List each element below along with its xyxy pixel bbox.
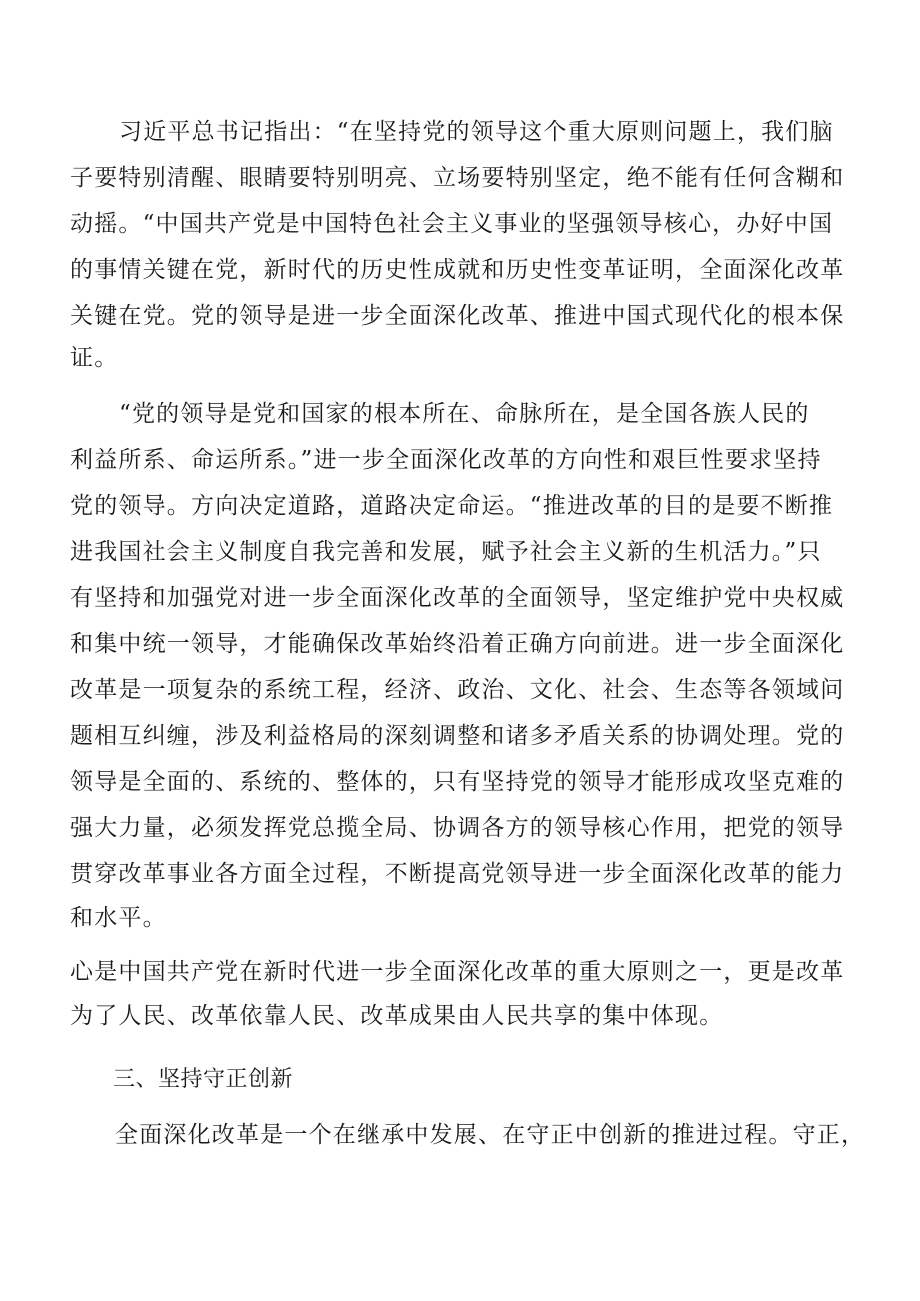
paragraph-line: 进我国社会主义制度自我完善和发展，赋予社会主义新的生机活力。”只 xyxy=(70,539,822,565)
paragraph-line: 强大力量，必须发挥党总揽全局、协调各方的领导核心作用，把党的领导 xyxy=(70,815,845,841)
section-heading: 三、坚持守正创新 xyxy=(113,1067,294,1092)
paragraph-line: 有坚持和加强党对进一步全面深化改革的全面领导，坚定维护党中央权威 xyxy=(70,585,845,611)
paragraph-line: “党的领导是党和国家的根本所在、命脉所在，是全国各族人民的 xyxy=(119,401,810,427)
paragraph-line: 利益所系、命运所系。”进一步全面深化改革的方向性和艰巨性要求坚持 xyxy=(70,447,822,473)
paragraph-line: 题相互纠缠，涉及利益格局的深刻调整和诸多矛盾关系的协调处理。党的 xyxy=(70,723,845,749)
paragraph-line: 全面深化改革是一个在继承中发展、在守正中创新的推进过程。守正， xyxy=(115,1122,866,1148)
paragraph-line: 为了人民、改革依靠人民、改革成果由人民共享的集中体现。 xyxy=(70,1003,724,1029)
paragraph-line: 改革是一项复杂的系统工程，经济、政治、文化、社会、生态等各领域问 xyxy=(70,677,845,703)
paragraph-line: 党的领导。方向决定道路，道路决定命运。“推进改革的目的是要不断推 xyxy=(70,493,834,519)
paragraph-line: 和水平。 xyxy=(70,905,167,931)
paragraph-line: 习近平总书记指出：“在坚持党的领导这个重大原则问题上，我们脑 xyxy=(119,119,834,145)
paragraph-line: 领导是全面的、系统的、整体的，只有坚持党的领导才能形成攻坚克难的 xyxy=(70,769,845,795)
paragraph-line: 子要特别清醒、眼睛要特别明亮、立场要特别坚定，绝不能有任何含糊和 xyxy=(70,165,845,191)
paragraph-line: 关键在党。党的领导是进一步全面深化改革、推进中国式现代化的根本保 xyxy=(70,303,845,329)
paragraph-line: 证。 xyxy=(70,345,119,371)
paragraph-line: 和集中统一领导，才能确保改革始终沿着正确方向前进。进一步全面深化 xyxy=(70,631,845,657)
paragraph-line: 动摇。“中国共产党是中国特色社会主义事业的坚强领导核心，办好中国 xyxy=(70,211,834,237)
paragraph-line: 的事情关键在党，新时代的历史性成就和历史性变革证明，全面深化改革 xyxy=(70,257,845,283)
paragraph-line: 心是中国共产党在新时代进一步全面深化改革的重大原则之一，更是改革 xyxy=(70,959,845,985)
paragraph-line: 贯穿改革事业各方面全过程，不断提高党领导进一步全面深化改革的能力 xyxy=(70,861,845,887)
